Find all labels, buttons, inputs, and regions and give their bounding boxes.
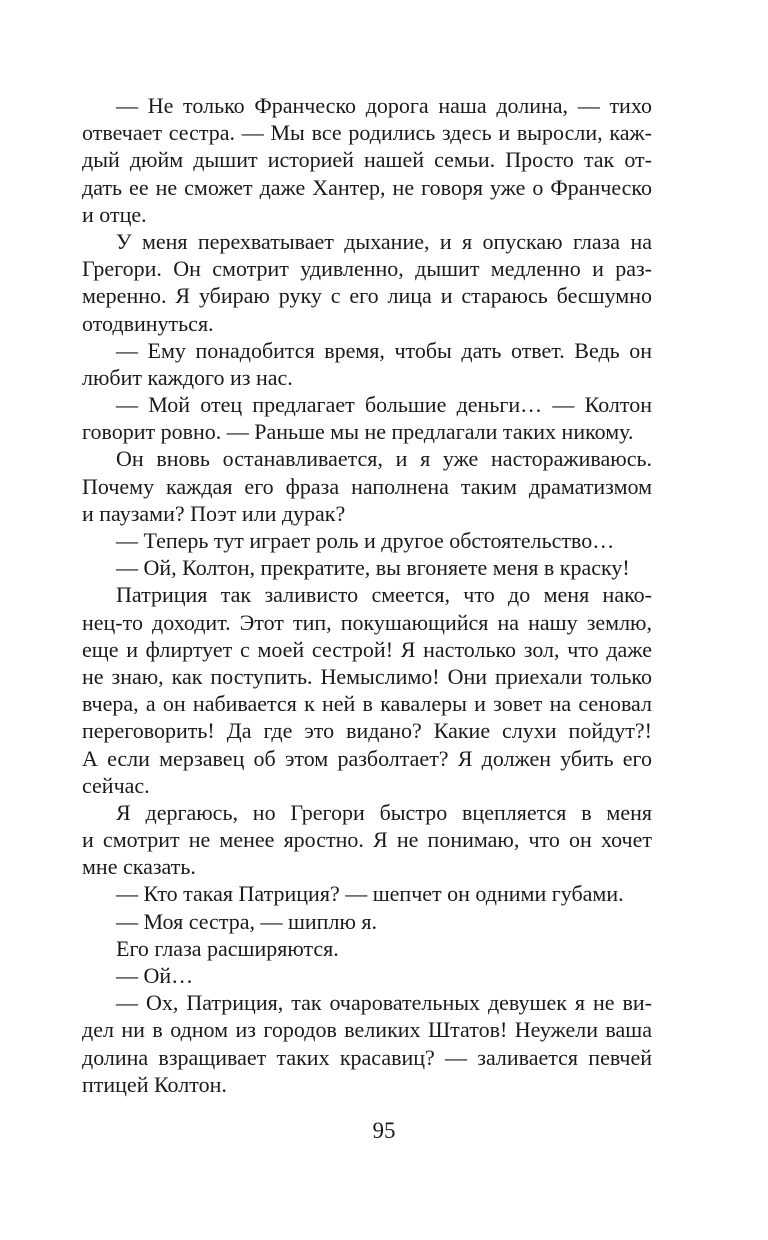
text-line: не знаю, как поступить. Немыслимо! Они приехали только <box>82 663 652 689</box>
text-line: — Ой… <box>116 963 194 988</box>
text-line: Его глаза расширяются. <box>116 935 339 961</box>
text-line: Патриция так заливисто смеется, что до меня нако- <box>116 582 652 608</box>
text-line: птицей Колтон. <box>82 1071 227 1097</box>
page-number: 95 <box>372 1118 396 1143</box>
text-line: — Теперь тут играет роль и другое обстоятельство… <box>116 528 615 553</box>
text-line: нец-то доходит. Этот тип, покушающийся на нашу землю, <box>82 609 652 635</box>
text-line: — Ему понадобится время, чтобы дать ответ. Ведь он <box>116 337 652 363</box>
text-line: и отце. <box>82 201 147 227</box>
text-line: любит каждого из нас. <box>82 364 293 390</box>
text-line: Почему каждая его фраза наполнена таким драматизмом <box>82 473 652 499</box>
text-line: мне сказать. <box>82 854 196 880</box>
text-line: еще и флиртует с моей сестрой! Я настолько зол, что даже <box>82 636 652 662</box>
text-line: и смотрит не менее яростно. Я не понимаю, что он хочет <box>82 827 652 853</box>
text-line: дел ни в одном из городов великих Штатов! Неужели ваша <box>82 1017 652 1043</box>
text-line: дать ее не сможет даже Хантер, не говоря уже о Франческо <box>82 174 652 200</box>
text-line: Я дергаюсь, но Грегори быстро вцепляется в меня <box>116 799 652 825</box>
text-line: — Не только Франческо дорога наша долина, — тихо <box>116 93 652 118</box>
text-line: меренно. Я убираю руку с его лица и стараюсь бесшумно <box>82 283 652 309</box>
text-line: отвечает сестра. — Мы все родились здесь и выросли, каж- <box>82 120 652 146</box>
text-line: А если мерзавец об этом разболтает? Я должен убить его <box>82 745 652 771</box>
text-line: дый дюйм дышит историей нашей семьи. Просто так от- <box>82 147 652 173</box>
text-line: Грегори. Он смотрит удивленно, дышит медленно и раз- <box>82 256 652 282</box>
text-line: и паузами? Поэт или дурак? <box>82 500 346 526</box>
text-line: вчера, а он набивается к ней в кавалеры и зовет на сеновал <box>82 691 652 717</box>
text-line: отодвинуться. <box>82 310 214 336</box>
text-line: переговорить! Да где это видано? Какие слухи пойдут?! <box>82 718 652 744</box>
text-line: — Моя сестра, — шиплю я. <box>116 908 377 934</box>
text-line: долина взращивает таких красавиц? — заливается певчей <box>82 1044 652 1070</box>
page-text <box>82 92 652 1098</box>
text-line: — Кто такая Патриция? — шепчет он одними губами. <box>116 881 624 907</box>
text-line: Он вновь останавливается, и я уже настораживаюсь. <box>116 446 652 472</box>
text-line: — Мой отец предлагает большие деньги… — Колтон <box>116 392 652 418</box>
text-line: сейчас. <box>82 772 150 798</box>
text-line: говорит ровно. — Раньше мы не предлагали таких никому. <box>82 419 634 445</box>
text-line: — Ох, Патриция, так очаровательных девушек я не ви- <box>116 990 652 1016</box>
text-line: У меня перехватывает дыхание, и я опускаю глаза на <box>116 228 652 254</box>
text-line: — Ой, Колтон, прекратите, вы вгоняете меня в краску! <box>116 555 630 581</box>
